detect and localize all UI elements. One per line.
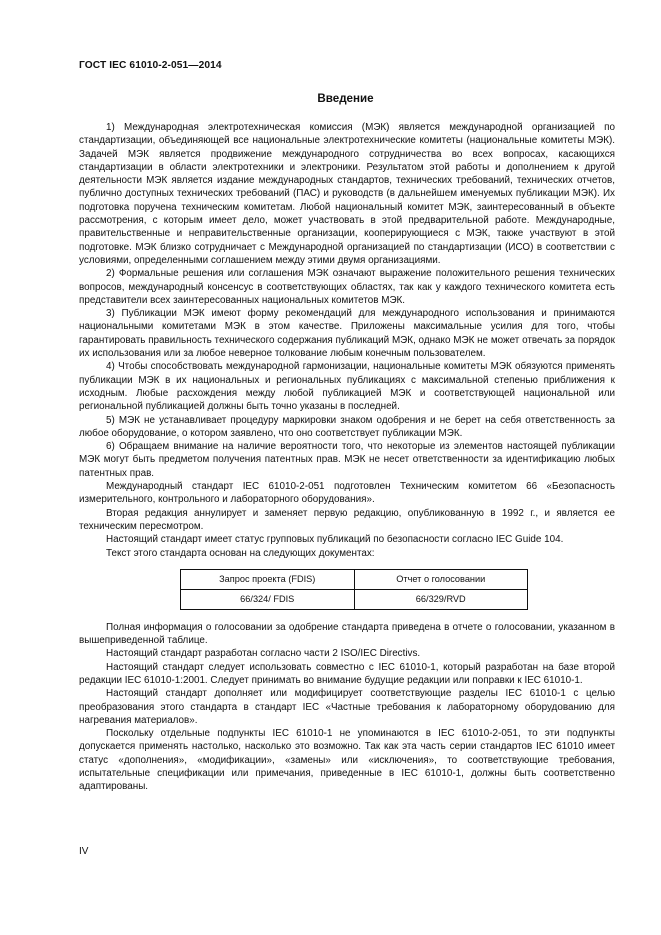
table-cell: 66/329/RVD	[354, 589, 528, 609]
paragraph-6: 6) Обращаем внимание на наличие вероятности того, что некоторые из элементов настоящей публикации МЭК могут быть предметом получения патентных прав. МЭК не несет ответственности за идентификацию любых патентных прав.	[79, 441, 615, 479]
paragraph-use-with: Настоящий стандарт следует использовать совместно с IEC 61010-1, который разработан на базе второй редакции IEC 61010-1:2001. Следует принимать во внимание будущие редакции или поправки к IEC 61010-1.	[79, 661, 615, 686]
paragraph-supplements: Настоящий стандарт дополняет или модифицирует соответствующие разделы IEC 61010-1 с целью преобразования этого стандарта в стандарт IEC «Частные требования к лабораторному оборудованию для нагревания материалов».	[79, 688, 615, 726]
paragraph-subclauses: Поскольку отдельные подпункты IEC 61010-1 не упоминаются в IEC 61010-2-051, то эти подпункты допускается применять настолько, насколько это возможно. Так как эта часть серии стандартов IEC 61010 имеет статус «дополнения», «модификации», «замены» или «исключения», то соответствующие требования, испытательные спецификации или примечания, приведенные в IEC 61010-1, должны быть соответственно адаптированы.	[79, 728, 615, 793]
voting-table	[180, 569, 528, 610]
table-header-cell: Запрос проекта (FDIS)	[181, 569, 355, 589]
standard-code-header: ГОСТ IEC 61010-2-051—2014	[79, 60, 222, 71]
body-text	[79, 121, 615, 794]
paragraph-4: 4) Чтобы способствовать международной гармонизации, национальные комитеты МЭК обязуются применять публикации МЭК в их национальных и региональных публикациях с максимальной степенью приближения к исходным. Любые расхождения между любой публикацией МЭК и соответствующей национальной или региональной публикацией должны быть точно указаны в последней.	[79, 361, 615, 413]
paragraph-2: 2) Формальные решения или соглашения МЭК означают выражение положительного решения технических вопросов, международный консенсус в соответствующих областях, так как у каждого технического комитета есть представители всех заинтересованных национальных комитетов МЭК.	[79, 268, 615, 306]
page-number: IV	[79, 846, 89, 857]
paragraph-edition: Вторая редакция аннулирует и заменяет первую редакцию, опубликованную в 1992 г., и является ее техническим пересмотром.	[79, 507, 615, 532]
voting-table-wrapper	[79, 569, 615, 610]
table-header-row	[181, 569, 528, 589]
paragraph-directives: Настоящий стандарт разработан согласно части 2 ISO/IEC Directivs.	[106, 648, 421, 660]
paragraph-voting-info: Полная информация о голосовании за одобрение стандарта приведена в отчете о голосовании, указанном в вышеприведенной таблице.	[79, 621, 615, 647]
paragraph-guide104: Настоящий стандарт имеет статус групповых публикаций по безопасности согласно IEC Guide 104.	[106, 534, 564, 546]
table-header-cell: Отчет о голосовании	[354, 569, 528, 589]
section-title: Введение	[317, 92, 374, 105]
paragraph-1: 1) Международная электротехническая комиссия (МЭК) является международной организацией по стандартизации, объединяющей все национальные электротехнические комитеты (национальные комитеты МЭК). Задачей МЭК является продвижение международного сотрудничества во всех вопросах, касающихся стандартизации в области электротехники и электроники. Результатом этой работы и дополнением к другой деятельности МЭК является издание международных стандартов, технических требований, технических отчетов, публично доступных технических требований (ПАС) и руководств (в дальнейшем именуемых публикации МЭК). Их подготовка поручена техническим комитетам. Любой национальный комитет МЭК, заинтересованный в объекте рассмотрения, с которым имеет дело, может участвовать в этой предварительной работе. Международные, правительственные и неправительственные организации, кооперирующиеся с МЭК, также участвуют в этой подготовке. МЭК близко сотрудничает с Международной организацией по стандартизации (ИСО) в соответствии с условиями, определенными соглашением между этими двумя организациями.	[79, 122, 615, 266]
paragraph-5: 5) МЭК не устанавливает процедуру маркировки знаком одобрения и не берет на себя ответственность за любое оборудование, о котором заявлено, что оно соответствует публикации МЭК.	[79, 414, 615, 439]
paragraph-3: 3) Публикации МЭК имеют форму рекомендаций для международного использования и принимаются национальными комитетами МЭК в этом качестве. Приложены максимальные усилия для того, чтобы гарантировать правильность технического содержания публикаций МЭК, однако МЭК не может отвечать за порядок их использования или за любое неверное толкование любым конечным пользователем.	[79, 308, 615, 360]
table-row	[181, 589, 528, 609]
paragraph-based-on: Текст этого стандарта основан на следующих документах:	[106, 547, 375, 559]
paragraph-tc66: Международный стандарт IEC 61010-2-051 подготовлен Техническим комитетом 66 «Безопасность измерительного, контрольного и лабораторного оборудования».	[79, 481, 615, 506]
table-cell: 66/324/ FDIS	[181, 589, 355, 609]
